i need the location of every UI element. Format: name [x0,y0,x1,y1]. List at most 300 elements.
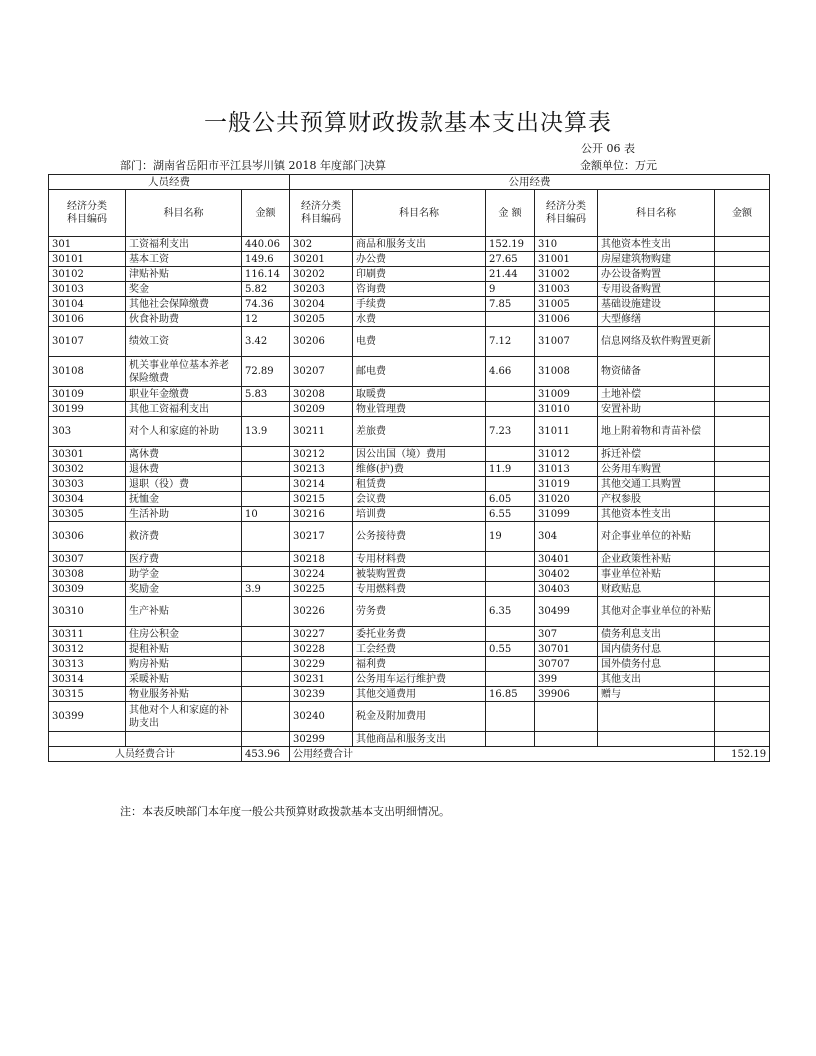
name-cell: 电费 [353,327,486,357]
amount-cell [242,672,290,687]
code-cell: 30211 [290,417,353,447]
table-row [49,492,770,507]
code-cell: 30217 [290,522,353,552]
name-cell: 国内债务付息 [598,642,715,657]
page-title: 一般公共预算财政拨款基本支出决算表 [204,110,612,136]
amount-cell [715,522,770,552]
name-cell: 物资储备 [598,357,715,387]
name-cell: 奖金 [126,282,242,297]
name-cell: 其他资本性支出 [598,507,715,522]
name-cell: 因公出国（境）费用 [353,447,486,462]
name-cell: 退职（役）费 [126,477,242,492]
amount-cell: 6.05 [486,492,535,507]
table-row [49,417,770,447]
code-cell: 31008 [535,357,598,387]
name-cell: 工资福利支出 [126,237,242,252]
amount-cell [486,627,535,642]
table-body [49,237,770,747]
code-cell: 30107 [49,327,126,357]
code-cell: 30305 [49,507,126,522]
name-cell: 财政贴息 [598,582,715,597]
code-cell: 30227 [290,627,353,642]
amount-cell [715,417,770,447]
amount-cell [486,552,535,567]
group-header-row [49,175,770,190]
amount-cell [486,582,535,597]
form-number: 公开 06 表 [581,142,635,155]
name-cell [598,732,715,747]
code-cell: 30215 [290,492,353,507]
amount-cell: 116.14 [242,267,290,282]
amount-cell [486,567,535,582]
expenditure-table [48,174,770,762]
table-row [49,237,770,252]
amount-cell: 5.82 [242,282,290,297]
amount-cell [242,597,290,627]
amount-cell: 3.42 [242,327,290,357]
amount-cell [242,462,290,477]
name-cell: 办公费 [353,252,486,267]
amount-cell [486,657,535,672]
code-cell: 30311 [49,627,126,642]
name-cell: 安置补助 [598,402,715,417]
name-cell: 工会经费 [353,642,486,657]
name-cell: 机关事业单位基本养老保险缴费 [126,357,242,387]
amount-cell: 7.85 [486,297,535,312]
name-cell: 购房补贴 [126,657,242,672]
code-cell: 30314 [49,672,126,687]
code-cell: 30308 [49,567,126,582]
name-cell: 公务接待费 [353,522,486,552]
table-row [49,477,770,492]
public-total-value: 152.19 [715,747,770,762]
code-cell: 399 [535,672,598,687]
code-cell: 30307 [49,552,126,567]
code-cell: 30225 [290,582,353,597]
amount-cell [242,402,290,417]
name-cell: 赠与 [598,687,715,702]
amount-cell: 27.65 [486,252,535,267]
code-cell: 31019 [535,477,598,492]
name-cell: 其他交通工具购置 [598,477,715,492]
amount-cell [242,687,290,702]
code-cell: 31011 [535,417,598,447]
header-name: 科目名称 [598,190,715,237]
amount-cell [715,672,770,687]
name-cell: 专用设备购置 [598,282,715,297]
amount-cell: 9 [486,282,535,297]
table-row [49,387,770,402]
table-row [49,672,770,687]
code-cell: 310 [535,237,598,252]
amount-cell [242,702,290,732]
header-name: 科目名称 [126,190,242,237]
amount-cell: 6.35 [486,597,535,627]
amount-cell [242,642,290,657]
amount-cell: 10 [242,507,290,522]
table-row [49,657,770,672]
name-cell: 产权参股 [598,492,715,507]
amount-cell: 149.6 [242,252,290,267]
code-cell: 30224 [290,567,353,582]
code-cell: 30401 [535,552,598,567]
name-cell: 退休费 [126,462,242,477]
name-cell: 国外债务付息 [598,657,715,672]
code-cell: 30208 [290,387,353,402]
name-cell: 救济费 [126,522,242,552]
table-row [49,582,770,597]
amount-cell: 72.89 [242,357,290,387]
name-cell: 其他资本性支出 [598,237,715,252]
amount-cell [715,312,770,327]
amount-cell [486,402,535,417]
group-public: 公用经费 [290,175,770,190]
amount-cell [486,312,535,327]
code-cell: 30301 [49,447,126,462]
code-cell: 30206 [290,327,353,357]
public-total-label: 公用经费合计 [290,747,715,762]
amount-cell: 74.36 [242,297,290,312]
code-cell: 30226 [290,597,353,627]
code-cell: 31003 [535,282,598,297]
code-cell: 30701 [535,642,598,657]
table-row [49,522,770,552]
code-cell: 30313 [49,657,126,672]
code-cell: 31099 [535,507,598,522]
code-cell: 30202 [290,267,353,282]
name-cell: 企业政策性补贴 [598,552,715,567]
code-cell: 30299 [290,732,353,747]
header-amount: 金 额 [486,190,535,237]
name-cell [126,732,242,747]
amount-cell: 5.83 [242,387,290,402]
code-cell: 30403 [535,582,598,597]
name-cell: 住房公积金 [126,627,242,642]
table-row [49,267,770,282]
name-cell: 绩效工资 [126,327,242,357]
amount-cell [715,237,770,252]
amount-cell [715,462,770,477]
code-cell: 30218 [290,552,353,567]
name-cell: 其他对企事业单位的补贴 [598,597,715,627]
column-header-row [49,190,770,237]
table-row [49,597,770,627]
amount-cell [715,492,770,507]
code-cell: 30309 [49,582,126,597]
name-cell: 地上附着物和青苗补偿 [598,417,715,447]
table-row [49,687,770,702]
code-cell: 307 [535,627,598,642]
code-cell: 30302 [49,462,126,477]
name-cell: 职业年金缴费 [126,387,242,402]
amount-cell [242,567,290,582]
table-row [49,327,770,357]
code-cell: 30212 [290,447,353,462]
name-cell: 委托业务费 [353,627,486,642]
amount-cell [242,492,290,507]
amount-cell [715,447,770,462]
name-cell: 咨询费 [353,282,486,297]
code-cell: 303 [49,417,126,447]
totals-row [49,747,770,762]
table-row [49,702,770,732]
name-cell: 租赁费 [353,477,486,492]
amount-cell [715,657,770,672]
table-row [49,462,770,477]
code-cell: 30213 [290,462,353,477]
amount-cell [486,672,535,687]
amount-cell [715,357,770,387]
code-cell: 304 [535,522,598,552]
amount-unit: 金额单位：万元 [580,159,657,172]
code-cell: 30216 [290,507,353,522]
code-cell: 30203 [290,282,353,297]
name-cell: 事业单位补贴 [598,567,715,582]
name-cell: 劳务费 [353,597,486,627]
code-cell: 30205 [290,312,353,327]
amount-cell: 12 [242,312,290,327]
personnel-total-label: 人员经费合计 [49,747,242,762]
amount-cell [715,702,770,732]
name-cell: 津贴补贴 [126,267,242,282]
personnel-total-value: 453.96 [242,747,290,762]
name-cell: 会议费 [353,492,486,507]
name-cell: 其他商品和服务支出 [353,732,486,747]
code-cell: 30214 [290,477,353,492]
header-amount: 金额 [715,190,770,237]
name-cell: 差旅费 [353,417,486,447]
code-cell: 31009 [535,387,598,402]
code-cell: 30199 [49,402,126,417]
code-cell [535,732,598,747]
code-cell [535,702,598,732]
amount-cell [715,327,770,357]
name-cell: 取暖费 [353,387,486,402]
code-cell: 30201 [290,252,353,267]
amount-cell [715,642,770,657]
amount-cell [715,267,770,282]
name-cell: 被装购置费 [353,567,486,582]
name-cell: 债务利息支出 [598,627,715,642]
name-cell: 大型修缮 [598,312,715,327]
name-cell: 专用材料费 [353,552,486,567]
code-cell: 30108 [49,357,126,387]
amount-cell [242,732,290,747]
header-name: 科目名称 [353,190,486,237]
name-cell: 专用燃料费 [353,582,486,597]
table-row [49,627,770,642]
amount-cell [715,252,770,267]
amount-cell: 16.85 [486,687,535,702]
name-cell: 土地补偿 [598,387,715,402]
amount-cell [715,282,770,297]
name-cell: 伙食补助费 [126,312,242,327]
name-cell: 基础设施建设 [598,297,715,312]
table-row [49,567,770,582]
name-cell: 邮电费 [353,357,486,387]
table-row [49,282,770,297]
code-cell: 30207 [290,357,353,387]
code-cell: 30312 [49,642,126,657]
code-cell: 30231 [290,672,353,687]
name-cell: 物业服务补贴 [126,687,242,702]
code-cell: 30707 [535,657,598,672]
code-cell: 30240 [290,702,353,732]
amount-cell: 440.06 [242,237,290,252]
table-row [49,552,770,567]
code-cell: 30102 [49,267,126,282]
name-cell: 拆迁补偿 [598,447,715,462]
header-amount: 金额 [242,190,290,237]
name-cell: 其他交通费用 [353,687,486,702]
code-cell: 31013 [535,462,598,477]
amount-cell [715,297,770,312]
code-cell: 31002 [535,267,598,282]
amount-cell [242,522,290,552]
code-cell: 31012 [535,447,598,462]
code-cell: 30109 [49,387,126,402]
amount-cell [486,702,535,732]
name-cell: 手续费 [353,297,486,312]
table-row [49,507,770,522]
amount-cell [486,732,535,747]
name-cell: 培训费 [353,507,486,522]
code-cell: 31001 [535,252,598,267]
code-cell: 30106 [49,312,126,327]
code-cell: 39906 [535,687,598,702]
amount-cell: 19 [486,522,535,552]
code-cell: 30399 [49,702,126,732]
code-cell: 30303 [49,477,126,492]
name-cell: 公务用车运行维护费 [353,672,486,687]
amount-cell [715,402,770,417]
code-cell: 30101 [49,252,126,267]
amount-cell [486,447,535,462]
code-cell: 30402 [535,567,598,582]
code-cell: 30228 [290,642,353,657]
amount-cell: 152.19 [486,237,535,252]
code-cell: 30315 [49,687,126,702]
code-cell: 31020 [535,492,598,507]
code-cell: 30103 [49,282,126,297]
amount-cell: 11.9 [486,462,535,477]
name-cell: 维修(护)费 [353,462,486,477]
name-cell: 信息网络及软件购置更新 [598,327,715,357]
code-cell: 30239 [290,687,353,702]
amount-cell [715,687,770,702]
code-cell: 31007 [535,327,598,357]
name-cell: 基本工资 [126,252,242,267]
amount-cell [715,582,770,597]
amount-cell [242,627,290,642]
amount-cell: 4.66 [486,357,535,387]
name-cell: 离休费 [126,447,242,462]
name-cell: 奖励金 [126,582,242,597]
code-cell: 30209 [290,402,353,417]
amount-cell [715,732,770,747]
amount-cell [715,387,770,402]
code-cell: 31010 [535,402,598,417]
amount-cell [715,567,770,582]
name-cell: 水费 [353,312,486,327]
name-cell: 其他社会保障缴费 [126,297,242,312]
code-cell: 31005 [535,297,598,312]
name-cell: 其他工资福利支出 [126,402,242,417]
name-cell: 商品和服务支出 [353,237,486,252]
amount-cell [715,627,770,642]
name-cell: 提租补贴 [126,642,242,657]
code-cell: 302 [290,237,353,252]
table-row [49,297,770,312]
code-cell: 30229 [290,657,353,672]
table-row [49,732,770,747]
amount-cell: 7.12 [486,327,535,357]
header-code: 经济分类 科目编码 [49,190,126,237]
code-cell: 30104 [49,297,126,312]
code-cell: 301 [49,237,126,252]
header-code: 经济分类 科目编码 [535,190,598,237]
amount-cell [242,657,290,672]
code-cell: 30304 [49,492,126,507]
name-cell: 医疗费 [126,552,242,567]
table-row [49,357,770,387]
code-cell: 30306 [49,522,126,552]
amount-cell [242,552,290,567]
amount-cell: 21.44 [486,267,535,282]
amount-cell: 13.9 [242,417,290,447]
code-cell: 31006 [535,312,598,327]
name-cell: 公务用车购置 [598,462,715,477]
name-cell: 办公设备购置 [598,267,715,282]
table-row [49,402,770,417]
amount-cell [715,597,770,627]
name-cell: 对企事业单位的补贴 [598,522,715,552]
amount-cell [486,477,535,492]
name-cell: 印刷费 [353,267,486,282]
name-cell: 其他对个人和家庭的补助支出 [126,702,242,732]
name-cell: 生产补贴 [126,597,242,627]
amount-cell: 3.9 [242,582,290,597]
amount-cell [242,477,290,492]
code-cell: 30499 [535,597,598,627]
name-cell: 税金及附加费用 [353,702,486,732]
footnote: 注：本表反映部门本年度一般公共预算财政拨款基本支出明细情况。 [120,805,450,818]
amount-cell: 0.55 [486,642,535,657]
amount-cell [715,507,770,522]
name-cell: 其他支出 [598,672,715,687]
name-cell: 生活补助 [126,507,242,522]
amount-cell [242,447,290,462]
table-row [49,642,770,657]
amount-cell [715,477,770,492]
code-cell: 30310 [49,597,126,627]
code-cell [49,732,126,747]
amount-cell: 7.23 [486,417,535,447]
name-cell: 助学金 [126,567,242,582]
table-row [49,252,770,267]
name-cell [598,702,715,732]
name-cell: 采暖补贴 [126,672,242,687]
amount-cell: 6.55 [486,507,535,522]
group-personnel: 人员经费 [49,175,290,190]
name-cell: 抚恤金 [126,492,242,507]
name-cell: 福利费 [353,657,486,672]
header-code: 经济分类 科目编码 [290,190,353,237]
code-cell: 30204 [290,297,353,312]
amount-cell [715,552,770,567]
department-line: 部门：湖南省岳阳市平江县岑川镇 2018 年度部门决算 [120,159,386,172]
name-cell: 对个人和家庭的补助 [126,417,242,447]
